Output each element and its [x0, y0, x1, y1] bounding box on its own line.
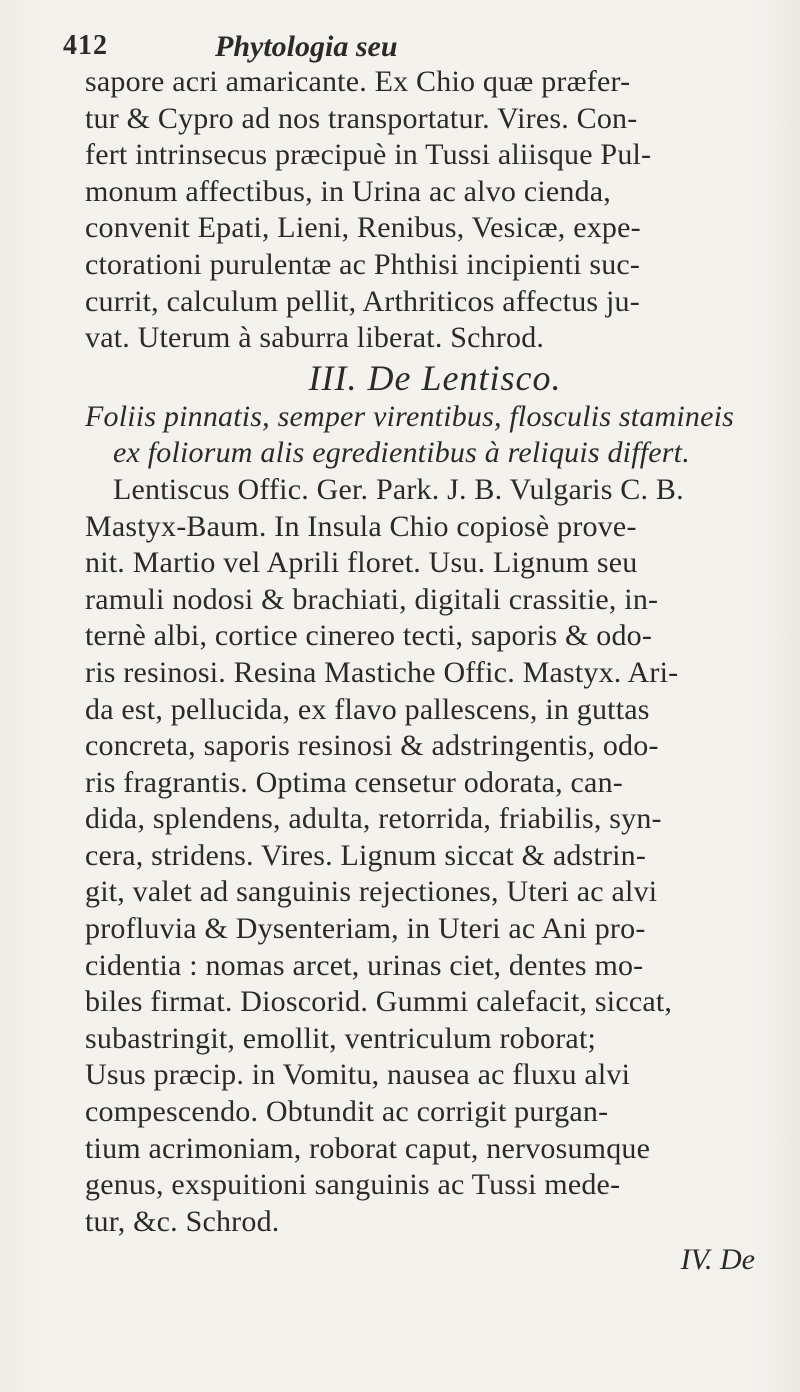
- text-line: convenit Epati, Lieni, Renibus, Vesicæ, expe-: [85, 211, 641, 245]
- text-line: ternè albi, cortice cinereo tecti, saporis & odo-: [85, 619, 653, 653]
- text-line: sapore acri amaricante. Ex Chio quæ præfer-: [85, 65, 631, 98]
- running-title: Phytologia seu: [215, 30, 398, 63]
- text-line: cera, stridens. Vires. Lignum siccat & adstrin-: [85, 838, 647, 872]
- text-line: Mastyx-Baum. In Insula Chio copiosè prove-: [85, 509, 637, 543]
- description-line: Foliis pinnatis, semper virentibus, flosculis stamineis: [85, 399, 735, 433]
- text-line: ctorationi purulentæ ac Phthisi incipienti suc-: [85, 247, 641, 281]
- text-line: concreta, saporis resinosi & adstringentis, odo-: [85, 729, 659, 763]
- page-number: 412: [63, 30, 108, 61]
- text-line: Usus præcip. in Vomitu, nausea ac fluxu alvi: [85, 1058, 631, 1092]
- text-line: cidentia : nomas arcet, urinas ciet, dentes mo-: [85, 948, 644, 982]
- text-block: [85, 64, 785, 1280]
- text-line: monum affectibus, in Urina ac alvo cienda,: [85, 174, 612, 208]
- text-line: fert intrinsecus præcipuè in Tussi aliisque Pul-: [85, 138, 652, 172]
- text-line: tium acrimoniam, roborat caput, nervosumque: [85, 1131, 651, 1165]
- description-line: ex foliorum alis egredientibus à reliquis differt.: [113, 436, 690, 470]
- section-heading: III. De Lentisco.: [308, 357, 562, 398]
- text-line: nit. Martio vel Aprili floret. Usu. Lignum seu: [85, 546, 638, 580]
- text-line: tur & Cypro ad nos transportatur. Vires. Con-: [85, 101, 638, 135]
- text-line: biles firmat. Dioscorid. Gummi calefacit, siccat,: [85, 985, 673, 1019]
- text-line: profluvia & Dysenteriam, in Uteri ac Ani pro-: [85, 912, 646, 946]
- text-line: dida, splendens, adulta, retorrida, friabilis, syn-: [85, 802, 662, 836]
- text-line: git, valet ad sanguinis rejectiones, Uteri ac alvi: [85, 875, 658, 909]
- text-line: ris fragrantis. Optima censetur odorata, can-: [85, 765, 623, 799]
- text-line: da est, pellucida, ex flavo pallescens, in guttas: [85, 692, 650, 726]
- text-line: Lentiscus Offic. Ger. Park. J. B. Vulgaris C. B.: [113, 472, 684, 506]
- text-line: ramuli nodosi & brachiati, digitali crassitie, in-: [85, 582, 659, 616]
- text-line: subastringit, emollit, ventriculum roborat;: [85, 1021, 597, 1055]
- text-line: genus, exspuitioni sanguinis ac Tussi mede-: [85, 1168, 621, 1202]
- text-line: tur, &c. Schrod.: [85, 1204, 280, 1238]
- text-line: compescendo. Obtundit ac corrigit purgan-: [85, 1095, 609, 1129]
- catchword: IV. De: [680, 1243, 755, 1277]
- text-line: currit, calculum pellit, Arthriticos affectus ju-: [85, 284, 640, 318]
- text-line: vat. Uterum à saburra liberat. Schrod.: [85, 321, 545, 355]
- text-line: ris resinosi. Resina Mastiche Offic. Mastyx. Ari-: [85, 655, 679, 689]
